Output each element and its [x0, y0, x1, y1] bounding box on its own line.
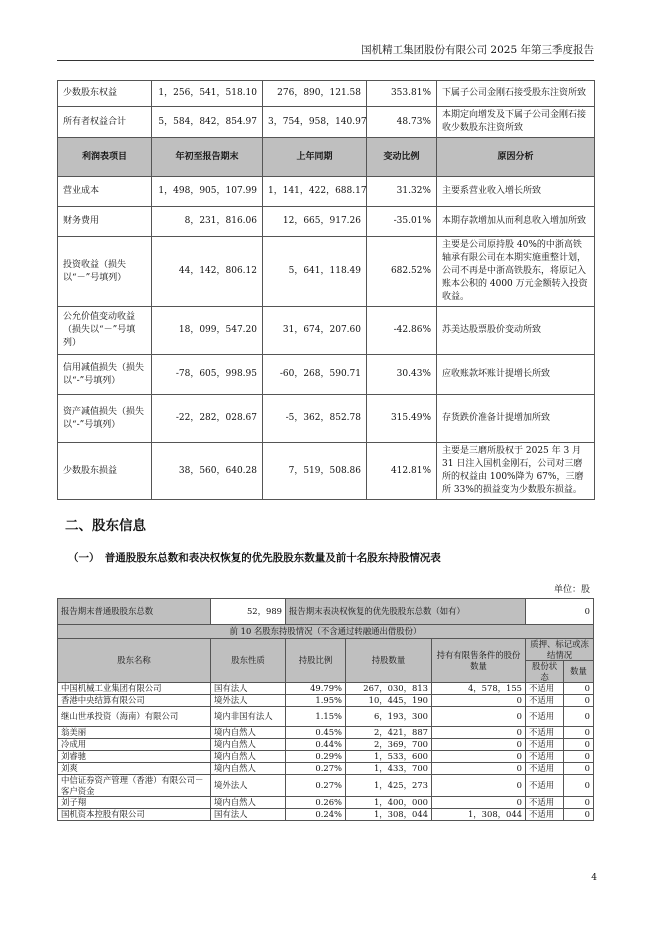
unit-label: 单位：股 [553, 585, 590, 595]
shareholder-shares: 2，421，887 [346, 727, 432, 739]
row-change: 682.52% [367, 237, 437, 307]
row-item: 所有者权益合计 [58, 107, 152, 138]
shareholder-shares: 10，445，190 [346, 695, 432, 707]
header-rule [57, 60, 594, 61]
row-previous: 1，141，422，688.17 [263, 177, 367, 207]
shareholder-ratio: 0.27% [286, 763, 346, 775]
shareholder-row [58, 775, 594, 797]
row-item: 财务费用 [58, 207, 152, 237]
col-shares: 持股数量 [346, 639, 432, 683]
table-row [58, 207, 595, 237]
pledge-qty: 0 [564, 707, 594, 727]
shareholder-name: 继山世承投资（海南）有限公司 [58, 707, 211, 727]
row-current: 18，099，547.20 [152, 307, 263, 355]
row-current: -78，605，998.95 [152, 355, 263, 395]
shareholder-row [58, 739, 594, 751]
shareholder-name: 刘睿驰 [58, 751, 211, 763]
row-item: 信用减值损失（损失以“-”号填列） [58, 355, 152, 395]
table-row [58, 355, 595, 395]
col-restricted: 持有有限售条件的股份数量 [432, 639, 526, 683]
row-reason: 主要是公司原持股 40%的中浙高铁轴承有限公司在本期实施重整计划，公司不再是中浙高铁股东，将原记入账本公积的 4000 万元金额转入投资收益。 [437, 237, 595, 307]
shareholder-name: 刘子翔 [58, 797, 211, 809]
preferred-shareholders-label: 报告期末表决权恢复的优先股股东总数（如有） [286, 599, 526, 625]
top10-caption: 前 10 名股东持股情况（不含通过转融通出借股份） [58, 625, 594, 639]
col-status: 股份状态 [526, 661, 564, 683]
shareholder-row [58, 809, 594, 821]
row-change: 30.43% [367, 355, 437, 395]
table-row [58, 81, 595, 107]
pledge-qty: 0 [564, 763, 594, 775]
pledge-qty: 0 [564, 775, 594, 797]
row-change: 31.32% [367, 177, 437, 207]
pledge-status: 不适用 [526, 751, 564, 763]
shareholder-nature: 国有法人 [211, 809, 286, 821]
row-current: 8，231，816.06 [152, 207, 263, 237]
shareholder-ratio: 0.24% [286, 809, 346, 821]
shareholder-restricted: 0 [432, 797, 526, 809]
pledge-status: 不适用 [526, 695, 564, 707]
shareholder-ratio: 0.45% [286, 727, 346, 739]
pledge-status: 不适用 [526, 683, 564, 695]
pledge-qty: 0 [564, 751, 594, 763]
shareholder-shares: 1，400，000 [346, 797, 432, 809]
row-reason: 应收账款坏账计提增长所致 [437, 355, 595, 395]
shareholder-restricted: 1，308，044 [432, 809, 526, 821]
shareholder-row [58, 707, 594, 727]
row-change: 353.81% [367, 81, 437, 107]
shareholder-shares: 1，433，700 [346, 763, 432, 775]
header-previous: 上年同期 [263, 138, 367, 177]
pledge-qty: 0 [564, 809, 594, 821]
shareholder-row [58, 763, 594, 775]
row-previous: 12，665，917.26 [263, 207, 367, 237]
preferred-shareholders-value: 0 [526, 599, 594, 625]
row-item: 营业成本 [58, 177, 152, 207]
shareholder-name: 国机资本控股有限公司 [58, 809, 211, 821]
pledge-status: 不适用 [526, 739, 564, 751]
col-qty: 数量 [564, 661, 594, 683]
shareholder-nature: 境内自然人 [211, 763, 286, 775]
row-reason: 下属子公司金刚石接受股东注资所致 [437, 81, 595, 107]
section-subtitle: （一） 普通股股东总数和表决权恢复的优先股股东数量及前十名股东持股情况表 [68, 552, 441, 564]
col-ratio: 持股比例 [286, 639, 346, 683]
shareholder-shares: 2，369，700 [346, 739, 432, 751]
row-reason: 主要系营业收入增长所致 [437, 177, 595, 207]
page-number: 4 [591, 873, 597, 883]
col-pledge: 质押、标记或冻结情况 [526, 639, 594, 661]
pledge-qty: 0 [564, 727, 594, 739]
row-item: 少数股东损益 [58, 443, 152, 500]
shareholder-nature: 境内自然人 [211, 739, 286, 751]
shareholders-table [57, 598, 594, 821]
shareholder-nature: 境外法人 [211, 775, 286, 797]
pledge-status: 不适用 [526, 763, 564, 775]
pledge-status: 不适用 [526, 727, 564, 739]
header-item: 利润表项目 [58, 138, 152, 177]
shareholder-row [58, 695, 594, 707]
shareholder-header-row [58, 639, 594, 661]
total-shareholders-value: 52，989 [211, 599, 286, 625]
shareholder-row [58, 683, 594, 695]
row-reason: 存货跌价准备计提增加所致 [437, 395, 595, 443]
col-name: 股东名称 [58, 639, 211, 683]
shareholder-restricted: 0 [432, 751, 526, 763]
shareholder-total-row [58, 599, 594, 625]
top10-caption-row [58, 625, 594, 639]
table-row [58, 237, 595, 307]
shareholder-restricted: 0 [432, 763, 526, 775]
shareholder-row [58, 751, 594, 763]
pledge-status: 不适用 [526, 775, 564, 797]
shareholder-row [58, 797, 594, 809]
row-current: 38，560，640.28 [152, 443, 263, 500]
row-reason: 本期存款增加从而利息收入增加所致 [437, 207, 595, 237]
shareholder-restricted: 0 [432, 727, 526, 739]
table-row [58, 307, 595, 355]
row-item: 资产减值损失（损失以“-”号填列） [58, 395, 152, 443]
row-previous: 276，890，121.58 [263, 81, 367, 107]
row-current: -22，282，028.67 [152, 395, 263, 443]
row-current: 5，584，842，854.97 [152, 107, 263, 138]
row-previous: 31，674，207.60 [263, 307, 367, 355]
shareholder-ratio: 0.29% [286, 751, 346, 763]
report-header-title: 国机精工集团股份有限公司 2025 年第三季度报告 [361, 44, 594, 56]
table-header-row [58, 138, 595, 177]
shareholder-row [58, 727, 594, 739]
shareholder-restricted: 0 [432, 775, 526, 797]
shareholder-name: 中国机械工业集团有限公司 [58, 683, 211, 695]
row-change: 412.81% [367, 443, 437, 500]
shareholder-shares: 6，193，300 [346, 707, 432, 727]
shareholder-ratio: 49.79% [286, 683, 346, 695]
row-previous: 3，754，958，140.97 [263, 107, 367, 138]
shareholder-nature: 境内非国有法人 [211, 707, 286, 727]
row-reason: 本期定向增发及下属子公司金刚石接收少数股东注资所致 [437, 107, 595, 138]
total-shareholders-label: 报告期末普通股股东总数 [58, 599, 211, 625]
header-reason: 原因分析 [437, 138, 595, 177]
shareholder-restricted: 4，578，155 [432, 683, 526, 695]
shareholder-name: 中信证券资产管理（香港）有限公司－客户资金 [58, 775, 211, 797]
pledge-qty: 0 [564, 695, 594, 707]
income-statement-changes-table [57, 80, 595, 500]
row-previous: -5，362，852.78 [263, 395, 367, 443]
table-row [58, 443, 595, 500]
row-item: 公允价值变动收益（损失以“－”号填列） [58, 307, 152, 355]
shareholder-nature: 境外法人 [211, 695, 286, 707]
shareholder-nature: 境内自然人 [211, 797, 286, 809]
shareholder-name: 刘爽 [58, 763, 211, 775]
row-item: 少数股东权益 [58, 81, 152, 107]
pledge-status: 不适用 [526, 809, 564, 821]
row-reason: 苏美达股票股价变动所致 [437, 307, 595, 355]
row-change: 315.49% [367, 395, 437, 443]
row-change: -42.86% [367, 307, 437, 355]
col-nature: 股东性质 [211, 639, 286, 683]
pledge-status: 不适用 [526, 797, 564, 809]
row-change: 48.73% [367, 107, 437, 138]
table-row [58, 107, 595, 138]
row-previous: 7，519，508.86 [263, 443, 367, 500]
shareholder-shares: 1，425，273 [346, 775, 432, 797]
pledge-qty: 0 [564, 683, 594, 695]
shareholder-shares: 267，030，813 [346, 683, 432, 695]
table-row [58, 177, 595, 207]
shareholder-nature: 国有法人 [211, 683, 286, 695]
shareholder-ratio: 1.95% [286, 695, 346, 707]
pledge-qty: 0 [564, 797, 594, 809]
pledge-qty: 0 [564, 739, 594, 751]
pledge-status: 不适用 [526, 707, 564, 727]
shareholder-name: 翁美丽 [58, 727, 211, 739]
row-previous: 5，641，118.49 [263, 237, 367, 307]
row-current: 44，142，806.12 [152, 237, 263, 307]
shareholder-nature: 境内自然人 [211, 727, 286, 739]
shareholder-restricted: 0 [432, 707, 526, 727]
table-row [58, 395, 595, 443]
row-current: 1，256，541，518.10 [152, 81, 263, 107]
section-title: 二、股东信息 [65, 518, 146, 534]
header-change: 变动比例 [367, 138, 437, 177]
row-change: -35.01% [367, 207, 437, 237]
row-reason: 主要是三磨所股权于 2025 年 3 月 31 日注入国机金刚石，公司对三磨所的权益由 100%降为 67%，三磨所 33%的损益变为少数股东损益。 [437, 443, 595, 500]
shareholder-ratio: 1.15% [286, 707, 346, 727]
shareholder-ratio: 0.26% [286, 797, 346, 809]
row-previous: -60，268，590.71 [263, 355, 367, 395]
shareholder-shares: 1，308，044 [346, 809, 432, 821]
shareholder-restricted: 0 [432, 695, 526, 707]
shareholder-shares: 1，533，600 [346, 751, 432, 763]
row-item: 投资收益（损失以“－”号填列） [58, 237, 152, 307]
header-current: 年初至报告期末 [152, 138, 263, 177]
shareholder-ratio: 0.44% [286, 739, 346, 751]
row-current: 1，498，905，107.99 [152, 177, 263, 207]
shareholder-nature: 境内自然人 [211, 751, 286, 763]
shareholder-ratio: 0.27% [286, 775, 346, 797]
shareholder-name: 香港中央结算有限公司 [58, 695, 211, 707]
shareholder-restricted: 0 [432, 739, 526, 751]
shareholder-name: 冷成用 [58, 739, 211, 751]
